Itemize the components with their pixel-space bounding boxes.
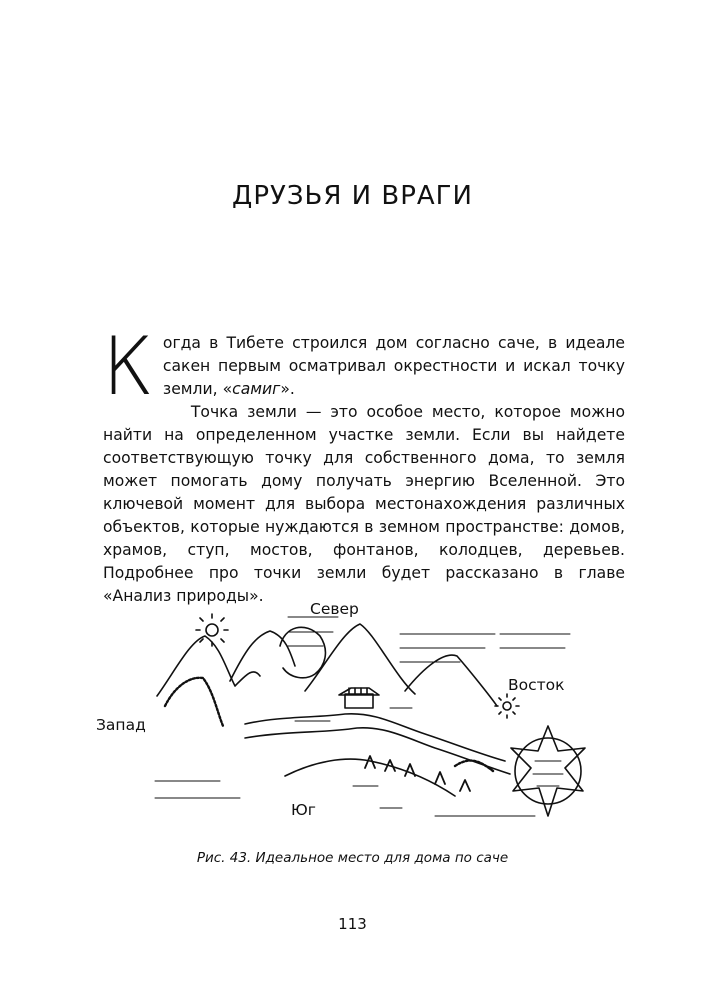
star-mandala-icon (511, 726, 585, 816)
house-icon (339, 688, 379, 708)
page-number: 113 (338, 915, 367, 933)
term-samig: самиг (232, 380, 281, 398)
mountain-left-2 (230, 631, 295, 681)
figure-caption: Рис. 43. Идеальное место для дома по саче (196, 850, 509, 866)
landscape-figure (95, 596, 615, 836)
label-east: Восток (508, 676, 565, 694)
foreground-hill (285, 759, 455, 796)
label-north: Север (310, 600, 359, 618)
label-west: Запад (96, 716, 146, 734)
label-south: Юг (291, 801, 316, 819)
drop-cap: К (102, 320, 154, 413)
river (245, 714, 505, 761)
landscape-illustration (95, 596, 615, 836)
foreground-trees (365, 756, 470, 791)
forest-left (165, 678, 223, 726)
paragraph-1-end: ». (280, 380, 295, 398)
river-bank (245, 728, 510, 774)
rock-center (280, 627, 325, 678)
mountain-right (405, 655, 497, 706)
paragraph-1 (102, 320, 625, 413)
mountain-main (305, 624, 415, 694)
paragraph-1-text: огда в Тибете строился дом согласно саче, в идеале сакен первым осматривал окрестности и искал точку земли, « (162, 334, 625, 398)
sun-icon-east (495, 694, 519, 718)
body-text (102, 320, 625, 608)
paragraph-2: Точка земли — это особое место, которое можно найти на определенном участке земли. Если вы найдете соответствующую точку для собственного дома, то земля может помогать дому получать энергию Вселенной. Это ключевой момент для выбора местонахождения различных объектов, которые нуждаются в земном пространстве: домов, храмов, ступ, мостов, фонтанов, колодцев, деревьев. Подробнее про точки земли будет рассказано в главе «Анализ природы». (103, 403, 625, 605)
chapter-title: ДРУЗЬЯ И ВРАГИ (232, 181, 473, 211)
